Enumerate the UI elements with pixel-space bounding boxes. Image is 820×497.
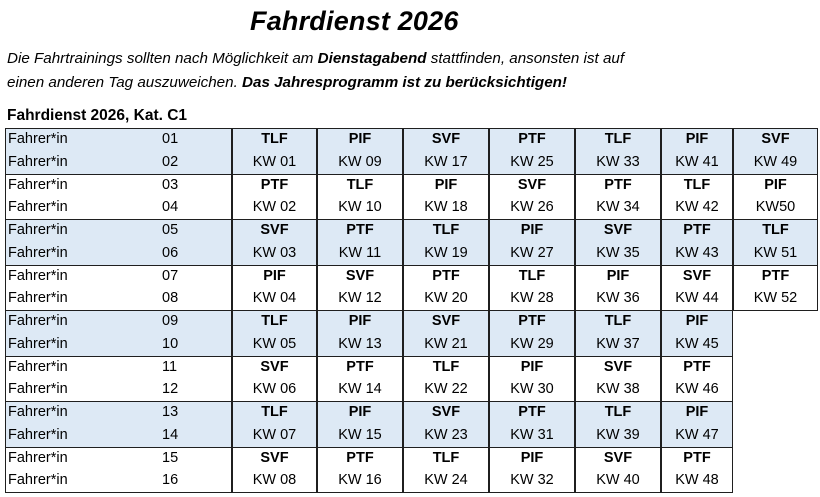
intro-text	[7, 47, 817, 95]
driver-label: Fahrer*in	[8, 222, 68, 238]
vehicle-code: SVF	[603, 449, 633, 466]
driver-label: Fahrer*in	[8, 426, 68, 443]
vehicle-code: SVF	[431, 313, 461, 329]
intro-emphasis-day: Dienstagabend	[317, 50, 427, 67]
calendar-week: KW 24	[424, 472, 468, 489]
driver-label: Fahrer*in	[8, 199, 68, 216]
vehicle-code: TLF	[432, 358, 460, 375]
vehicle-code: PTF	[346, 449, 374, 466]
driver-label: Fahrer*in	[8, 449, 68, 466]
driver-number: 11	[162, 358, 178, 375]
calendar-week: KW 36	[596, 290, 640, 307]
calendar-week: KW 33	[596, 153, 640, 170]
vehicle-code: PTF	[518, 404, 546, 420]
vehicle-code: PIF	[764, 176, 787, 193]
driver-number: 12	[162, 381, 179, 398]
calendar-week: KW 26	[510, 199, 554, 216]
vehicle-code: PTF	[761, 267, 790, 284]
calendar-week: KW 46	[675, 381, 719, 398]
vehicle-code: TLF	[683, 176, 711, 193]
calendar-week: KW 47	[675, 426, 719, 443]
calendar-week: KW 32	[510, 472, 554, 489]
calendar-week: KW 13	[338, 335, 382, 352]
driver-number: 01	[162, 131, 179, 147]
driver-label: Fahrer*in	[8, 381, 68, 398]
vehicle-code: TLF	[432, 449, 460, 466]
driver-label: Fahrer*in	[8, 358, 68, 375]
table-title: Fahrdienst 2026, Kat. C1	[7, 107, 188, 124]
driver-label: Fahrer*in	[8, 176, 68, 193]
calendar-week: KW 07	[252, 426, 297, 443]
calendar-week: KW 41	[675, 153, 719, 170]
calendar-week: KW 06	[252, 381, 297, 398]
calendar-week: KW 34	[596, 199, 640, 216]
calendar-week: KW 05	[252, 335, 297, 352]
driver-label: Fahrer*in	[8, 335, 68, 352]
intro-line-2-start: einen anderen Tag auszuweichen.	[7, 74, 243, 91]
calendar-week: KW 38	[596, 381, 640, 398]
driver-label: Fahrer*in	[8, 131, 68, 147]
vehicle-code: PTF	[260, 176, 289, 193]
vehicle-code: TLF	[261, 131, 288, 147]
vehicle-code: TLF	[762, 222, 789, 238]
calendar-week: KW 48	[675, 472, 719, 489]
driver-label: Fahrer*in	[8, 267, 68, 284]
vehicle-code: SVF	[682, 267, 712, 284]
calendar-week: KW 19	[424, 244, 468, 261]
calendar-week: KW 35	[596, 244, 640, 261]
vehicle-code: PIF	[348, 131, 372, 147]
driver-number: 03	[162, 176, 179, 193]
vehicle-code: SVF	[345, 267, 375, 284]
driver-label: Fahrer*in	[8, 472, 68, 489]
driver-number: 13	[162, 404, 179, 420]
vehicle-code: SVF	[260, 222, 289, 238]
vehicle-code: SVF	[431, 404, 461, 420]
vehicle-code: PTF	[683, 449, 711, 466]
calendar-week: KW 29	[510, 335, 554, 352]
calendar-week: KW 16	[338, 472, 382, 489]
calendar-week: KW 52	[753, 290, 798, 307]
calendar-week: KW 42	[675, 199, 719, 216]
vehicle-code: PIF	[685, 404, 709, 420]
calendar-week: KW 39	[596, 426, 640, 443]
vehicle-code: PIF	[685, 131, 709, 147]
schedule-table	[5, 128, 818, 492]
driver-number: 15	[162, 449, 179, 466]
vehicle-code: TLF	[261, 404, 288, 420]
calendar-week: KW 12	[338, 290, 382, 307]
calendar-week: KW 30	[510, 381, 554, 398]
vehicle-code: TLF	[432, 222, 460, 238]
vehicle-code: TLF	[604, 131, 632, 147]
intro-line-1	[7, 47, 817, 71]
vehicle-code: PTF	[518, 131, 546, 147]
vehicle-code: SVF	[260, 358, 289, 375]
calendar-week: KW50	[755, 199, 796, 216]
calendar-week: KW 01	[252, 153, 297, 170]
intro-emphasis-program: Das Jahresprogramm ist zu berücksichtigen!	[242, 74, 567, 91]
driver-number: 14	[162, 426, 179, 443]
vehicle-code: PIF	[520, 358, 544, 375]
vehicle-code: PIF	[520, 222, 544, 238]
calendar-week: KW 40	[596, 472, 640, 489]
vehicle-code: TLF	[346, 176, 374, 193]
calendar-week: KW 11	[338, 244, 382, 261]
driver-number: 08	[162, 290, 179, 307]
vehicle-code: PIF	[263, 267, 286, 284]
driver-number: 02	[162, 153, 179, 170]
vehicle-code: PIF	[348, 404, 372, 420]
driver-number: 04	[162, 199, 179, 216]
driver-label: Fahrer*in	[8, 404, 68, 420]
vehicle-code: PTF	[518, 313, 546, 329]
calendar-week: KW 04	[252, 290, 297, 307]
driver-number: 06	[162, 244, 179, 261]
vehicle-code: PIF	[434, 176, 458, 193]
calendar-week: KW 02	[252, 199, 297, 216]
driver-number: 10	[162, 335, 179, 352]
calendar-week: KW 20	[424, 290, 468, 307]
calendar-week: KW 21	[424, 335, 468, 352]
intro-line-1-start: Die Fahrtrainings sollten nach Möglichkeit am	[7, 50, 318, 67]
vehicle-code: SVF	[431, 131, 461, 147]
intro-line-2	[7, 71, 817, 95]
vehicle-code: PTF	[346, 222, 374, 238]
vehicle-code: TLF	[518, 267, 546, 284]
calendar-week: KW 03	[252, 244, 297, 261]
driver-number: 05	[162, 222, 179, 238]
driver-label: Fahrer*in	[8, 313, 68, 329]
vehicle-code: SVF	[603, 222, 633, 238]
calendar-week: KW 10	[338, 199, 382, 216]
vehicle-code: PIF	[520, 449, 544, 466]
vehicle-code: PTF	[346, 358, 374, 375]
calendar-week: KW 27	[510, 244, 554, 261]
vehicle-code: PTF	[432, 267, 460, 284]
calendar-week: KW 31	[510, 426, 554, 443]
vehicle-code: PTF	[683, 222, 711, 238]
calendar-week: KW 43	[675, 244, 719, 261]
vehicle-code: PIF	[348, 313, 372, 329]
vehicle-code: PTF	[683, 358, 711, 375]
vehicle-code: SVF	[260, 449, 289, 466]
calendar-week: KW 14	[338, 381, 382, 398]
driver-number: 07	[162, 267, 179, 284]
calendar-week: KW 44	[675, 290, 719, 307]
page-title: Fahrdienst 2026	[250, 6, 459, 36]
calendar-week: KW 45	[675, 335, 719, 352]
calendar-week: KW 51	[753, 244, 798, 261]
vehicle-code: SVF	[517, 176, 547, 193]
driver-label: Fahrer*in	[8, 290, 68, 307]
vehicle-code: SVF	[603, 358, 633, 375]
driver-label: Fahrer*in	[8, 244, 68, 261]
vehicle-code: PTF	[604, 176, 632, 193]
calendar-week: KW 18	[424, 199, 468, 216]
driver-number: 09	[162, 313, 179, 329]
calendar-week: KW 25	[510, 153, 554, 170]
calendar-week: KW 22	[424, 381, 468, 398]
vehicle-code: SVF	[761, 131, 790, 147]
vehicle-code: PIF	[606, 267, 630, 284]
calendar-week: KW 15	[338, 426, 382, 443]
calendar-week: KW 28	[510, 290, 554, 307]
vehicle-code: TLF	[261, 313, 288, 329]
calendar-week: KW 37	[596, 335, 640, 352]
calendar-week: KW 49	[753, 153, 798, 170]
calendar-week: KW 23	[424, 426, 468, 443]
vehicle-code: TLF	[604, 404, 632, 420]
driver-label: Fahrer*in	[8, 153, 68, 170]
vehicle-code: TLF	[604, 313, 632, 329]
calendar-week: KW 08	[252, 472, 297, 489]
vehicle-code: PIF	[685, 313, 709, 329]
calendar-week: KW 17	[424, 153, 468, 170]
driver-number: 16	[162, 472, 179, 489]
intro-line-1-end: stattfinden, ansonsten ist auf	[426, 50, 625, 67]
calendar-week: KW 09	[338, 153, 382, 170]
